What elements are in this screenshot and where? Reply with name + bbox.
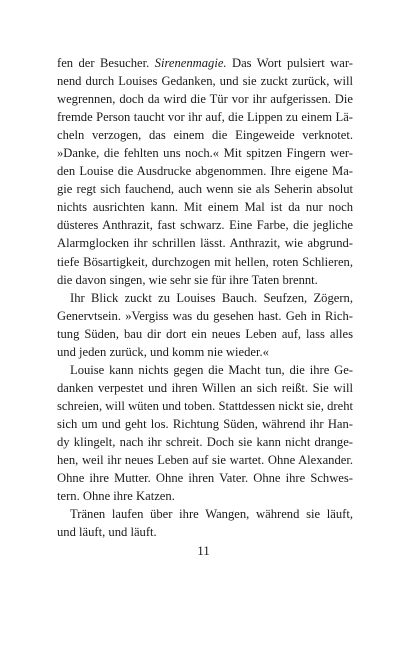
text-line-segment: tern. Ohne ihre Katzen. (57, 489, 175, 504)
text-line (57, 271, 353, 289)
text-line-segment: nend durch Louises Gedanken, und sie zuckt zurück, will (57, 74, 353, 89)
text-line-segment: »Danke, die fehlten uns noch.« Mit spitzen Fingern wer- (57, 146, 353, 161)
text-line-segment: Ihr Blick zuckt zu Louises Bauch. Seufzen, Zögern, (70, 290, 353, 305)
page-number: 11 (197, 543, 210, 558)
text-line (57, 253, 353, 271)
page-body-text (57, 54, 353, 541)
text-line (57, 505, 353, 523)
text-line (57, 361, 353, 379)
text-line-segment: den Louise die Ausdrucke abgenommen. Ihre eigene Ma- (57, 164, 353, 179)
text-line-segment: Das Wort pulsiert war- (226, 56, 353, 70)
text-line-segment: und läuft, und läuft. (57, 525, 157, 540)
text-line (57, 198, 353, 216)
text-line-segment: Genervtsein. »Vergiss was du gesehen hast. Geh in Rich- (57, 308, 353, 323)
text-line (57, 234, 353, 252)
text-line-segment: dy klingelt, nach ihr schreit. Doch sie kann nicht drange- (57, 434, 353, 449)
text-line-segment: fen der Besucher. (57, 56, 155, 70)
text-line-segment: und jeden zurück, und komm nie wieder.« (57, 344, 269, 359)
text-line (57, 451, 353, 469)
text-line-segment: cheln verzogen, das einem die Eingeweide verknotet. (57, 128, 353, 143)
text-line-segment: Alarmglocken ihr schrillen lässt. Anthrazit, wie abgrund- (57, 236, 353, 251)
text-line (57, 415, 353, 433)
text-line-segment: tung Süden, bau dir dort ein neues Leben auf, lass alles (57, 326, 353, 341)
text-line (57, 54, 353, 72)
text-line (57, 469, 353, 487)
text-line (57, 162, 353, 180)
text-line (57, 90, 353, 108)
text-line (57, 126, 353, 144)
text-line (57, 180, 353, 198)
text-line (57, 216, 353, 234)
text-line-segment: danken verpestet und ihren Willen an sich reißt. Sie will (57, 380, 353, 395)
text-line-segment: gie regt sich fauchend, auch wenn sie als Seherin absolut (57, 182, 353, 197)
text-line (57, 343, 353, 361)
text-line-segment: Louise kann nichts gegen die Macht tun, die ihre Ge- (70, 362, 353, 377)
text-line-segment: tiefe Bösartigkeit, durchzogen mit hellen, roten Schlieren, (57, 254, 353, 269)
text-line (57, 72, 353, 90)
text-line (57, 487, 353, 505)
text-line (57, 523, 353, 541)
text-line (57, 433, 353, 451)
text-line-segment: Ohne ihre Mutter. Ohne ihren Vater. Ohne ihre Schwes- (57, 471, 353, 486)
text-line (57, 289, 353, 307)
text-line (57, 325, 353, 343)
text-line-segment: düsteres Anthrazit, fast schwarz. Eine Farbe, die jegliche (57, 218, 353, 233)
emphasized-word: Sirenenmagie. (154, 56, 227, 70)
text-line-segment: fremde Person taucht vor ihr auf, die Lippen zu einem Lä- (57, 110, 353, 125)
text-line-segment: hen, weil ihr neues Leben auf sie wartet. Ohne Alexander. (57, 453, 353, 468)
text-line (57, 397, 353, 415)
text-line (57, 307, 353, 325)
text-line-segment: nichts ausrichten kann. Mit einem Mal ist da nur noch (57, 200, 353, 215)
text-line (57, 108, 353, 126)
text-line (57, 379, 353, 397)
text-line (57, 144, 353, 162)
text-line-segment: Tränen laufen über ihre Wangen, während sie läuft, (70, 507, 353, 522)
text-line-segment: die davon singen, wie sehr sie für ihre Taten brennt. (57, 272, 318, 287)
text-line-segment: sich um und geht los. Richtung Süden, während ihr Han- (57, 416, 353, 431)
text-line-segment: schreien, will wüten und toben. Stattdessen nickt sie, dreht (57, 398, 353, 413)
text-line-segment: wegrennen, doch da wird die Tür vor ihr aufgerissen. Die (57, 92, 353, 107)
